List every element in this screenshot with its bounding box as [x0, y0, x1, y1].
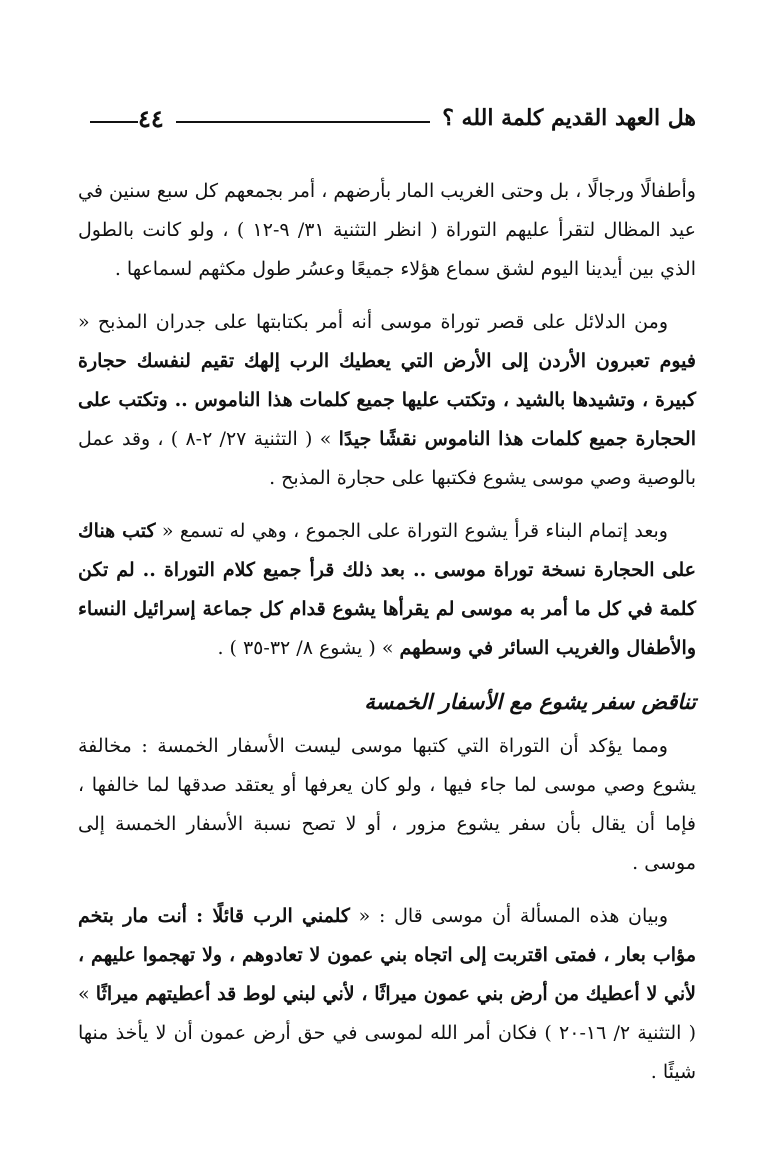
paragraph-2-quote: فيوم تعبرون الأردن إلى الأرض التي يعطيك الرب إلهك تقيم لنفسك حجارة كبيرة ، وتشيدها بالشيد ، وتكتب عليها جميع كلمات هذا الناموس .. وتكتب على الحجارة جميع كلمات هذا الناموس نقشًا جيدًا — [78, 350, 696, 450]
section-heading: تناقض سفر يشوع مع الأسفار الخمسة — [364, 689, 696, 714]
header-rule — [176, 121, 430, 123]
page-number: ٤٤ — [138, 103, 164, 133]
paragraph-3-tail: » ( يشوع ٨/ ٣٢-٣٥ ) . — [217, 637, 400, 659]
paragraph-2 — [78, 303, 696, 498]
header-rule-short — [90, 121, 138, 123]
running-title: هل العهد القديم كلمة الله ؟ — [442, 105, 696, 131]
paragraph-4: ومما يؤكد أن التوراة التي كتبها موسى ليست الأسفار الخمسة : مخالفة يشوع وصي موسى لما جاء فيها ، ولو كان يعرفها أو يعتقد صدقها لما خالفها ، فإما أن يقال بأن سفر يشوع مزور ، أو لا تصح نسبة الأسفار الخمسة إلى موسى . — [78, 735, 696, 874]
paragraph-3-lead: وبعد إتمام البناء قرأ يشوع التوراة على الجموع ، وهي له تسمع « — [155, 520, 668, 542]
paragraph-5-quote: كلمني الرب قائلًا : أنت مار بتخم مؤاب بعار ، فمتى اقتربت إلى اتجاه بني عمون لا تعادوهم ، ولا تهجموا عليهم ، لأني لا أعطيك من أرض بني عمون ميراثًا ، لأني لبني لوط قد أعطيتهم ميراثًا — [78, 905, 696, 1005]
paragraph-1: وأطفالًا ورجالًا ، بل وحتى الغريب المار بأرضهم ، أمر بجمعهم كل سبع سنين في عيد المظال لتقرأ عليهم التوراة ( انظر التثنية ٣١/ ٩-١٢ ) ، ولو كانت بالطول الذي بين أيدينا اليوم لشق سماع هؤلاء جميعًا وعسُر طول مكثهم لسماعها . — [77, 180, 696, 280]
page-body — [78, 172, 696, 1106]
paragraph-3-quote: كتب هناك على الحجارة نسخة توراة موسى .. بعد ذلك قرأ جميع كلام التوراة .. لم تكن كلمة في كل ما أمر به موسى لم يقرأها يشوع قدام كل جماعة إسرائيل النساء والأطفال والغريب السائر في وسطهم — [78, 520, 696, 659]
paragraph-2-lead: ومن الدلائل على قصر توراة موسى أنه أمر بكتابتها على جدران المذبح « — [78, 311, 668, 333]
paragraph-5-lead: وبيان هذه المسألة أن موسى قال : « — [349, 905, 668, 927]
paragraph-5-tail: » ( التثنية ٢/ ١٦-٢٠ ) فكان أمر الله لموسى في حق أرض عمون أن لا يأخذ منها شيئًا . — [78, 983, 697, 1083]
running-header — [80, 96, 696, 140]
paragraph-3 — [78, 512, 696, 668]
paragraph-5 — [78, 897, 696, 1092]
paragraph-2-tail: » ( التثنية ٢٧/ ٢-٨ ) ، وقد عمل بالوصية وصي موسى يشوع فكتبها على حجارة المذبح . — [78, 428, 696, 489]
